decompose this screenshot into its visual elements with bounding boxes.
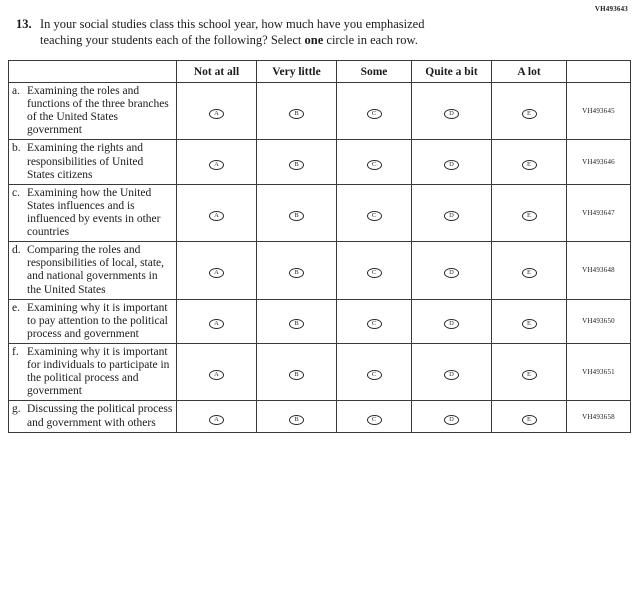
row-label-cell [9,140,177,184]
response-cell [177,140,257,184]
row-label-cell [9,401,177,432]
row-label-cell [9,184,177,241]
header-empty-label [9,61,177,83]
row-text: Examining why it is important to pay attention to the political process and government [27,301,168,340]
response-bubble[interactable]: D [444,211,459,221]
header-some: Some [337,61,412,83]
row-label-cell [9,343,177,400]
response-bubble[interactable]: A [209,268,224,278]
table-row [9,343,631,400]
response-cell [412,299,492,343]
question-13 [0,0,638,48]
table-row [9,299,631,343]
response-cell [492,343,567,400]
question-line-1: In your social studies class this school year, how much have you emphasized [40,17,425,31]
question-line-2-pre: teaching your students each of the following? Select [40,33,305,47]
response-cell [177,184,257,241]
response-bubble[interactable]: A [209,415,224,425]
response-bubble[interactable]: C [367,268,382,278]
response-bubble[interactable]: E [522,415,537,425]
response-bubble[interactable]: D [444,415,459,425]
response-cell [337,184,412,241]
response-bubble[interactable]: B [289,268,304,278]
row-letter: e. [12,301,20,314]
response-bubble[interactable]: B [289,109,304,119]
row-text: Discussing the political process and government with others [27,403,173,429]
response-cell [412,242,492,299]
header-row [9,61,631,83]
table-row [9,184,631,241]
row-letter: c. [12,186,20,199]
response-cell [177,299,257,343]
row-text: Comparing the roles and responsibilities of local, state, and national governments in the United States [27,244,165,296]
question-number: 13. [16,17,32,31]
row-text: Examining why it is important for individuals to participate in the political process and government [27,345,170,398]
response-bubble[interactable]: D [444,160,459,170]
response-bubble[interactable]: A [209,211,224,221]
response-bubble[interactable]: E [522,268,537,278]
response-cell [177,343,257,400]
question-text [40,16,424,48]
header-not-at-all: Not at all [177,61,257,83]
response-cell [492,83,567,140]
response-cell [412,343,492,400]
response-cell [492,299,567,343]
response-bubble[interactable]: D [444,109,459,119]
header-quite-a-bit: Quite a bit [412,61,492,83]
row-letter: b. [12,142,21,155]
response-bubble[interactable]: B [289,319,304,329]
row-label-cell [9,299,177,343]
response-table [8,60,631,433]
response-bubble[interactable]: D [444,268,459,278]
response-bubble[interactable]: D [444,319,459,329]
response-bubble[interactable]: C [367,319,382,329]
response-bubble[interactable]: B [289,160,304,170]
question-line-2 [40,32,424,48]
table-row [9,242,631,299]
response-cell [257,343,337,400]
response-bubble[interactable]: E [522,211,537,221]
row-text: Examining how the United States influences and is influenced by events in other countries [27,186,161,239]
row-label-cell [9,83,177,140]
row-letter: f. [12,345,19,358]
response-bubble[interactable]: E [522,160,537,170]
form-code-top: VH493643 [594,5,628,13]
row-letter: a. [12,85,20,97]
response-cell [177,83,257,140]
question-line-2-post: circle in each row. [323,33,418,47]
row-letter: d. [12,244,21,257]
row-code: VH493648 [567,242,631,299]
response-cell [177,242,257,299]
response-cell [337,299,412,343]
response-cell [492,401,567,432]
response-bubble[interactable]: C [367,415,382,425]
header-empty-code [567,61,631,83]
response-cell [337,401,412,432]
response-cell [177,401,257,432]
response-cell [257,242,337,299]
response-cell [337,242,412,299]
row-code: VH493647 [567,184,631,241]
response-bubble[interactable]: C [367,160,382,170]
response-bubble[interactable]: B [289,211,304,221]
response-bubble[interactable]: B [289,370,304,380]
row-text: Examining the rights and responsibilities of United States citizens [27,142,144,181]
response-cell [492,242,567,299]
header-very-little: Very little [257,61,337,83]
response-bubble[interactable]: E [522,319,537,329]
response-bubble[interactable]: A [209,319,224,329]
table-row [9,83,631,140]
response-bubble[interactable]: B [289,415,304,425]
response-cell [337,140,412,184]
response-cell [412,83,492,140]
response-bubble[interactable]: D [444,370,459,380]
table-row [9,140,631,184]
row-letter: g. [12,403,21,416]
response-cell [257,83,337,140]
row-label-cell [9,242,177,299]
response-bubble[interactable]: E [522,370,537,380]
row-code: VH493658 [567,401,631,432]
question-line-2-bold: one [304,33,324,47]
response-cell [337,83,412,140]
response-bubble[interactable]: E [522,109,537,119]
row-code: VH493646 [567,140,631,184]
response-bubble[interactable]: A [209,370,224,380]
response-cell [412,184,492,241]
response-bubble[interactable]: C [367,211,382,221]
header-a-lot: A lot [492,61,567,83]
response-cell [257,184,337,241]
row-text: Examining the roles and functions of the three branches of the United States government [27,85,169,137]
row-code: VH493645 [567,83,631,140]
response-bubble[interactable]: C [367,109,382,119]
response-cell [257,140,337,184]
response-cell [412,401,492,432]
response-cell [257,299,337,343]
row-code: VH493650 [567,299,631,343]
response-bubble[interactable]: C [367,370,382,380]
response-bubble[interactable]: A [209,160,224,170]
table-row [9,401,631,432]
response-bubble[interactable]: A [209,109,224,119]
response-cell [412,140,492,184]
response-cell [337,343,412,400]
response-cell [257,401,337,432]
response-cell [492,140,567,184]
row-code: VH493651 [567,343,631,400]
response-cell [492,184,567,241]
